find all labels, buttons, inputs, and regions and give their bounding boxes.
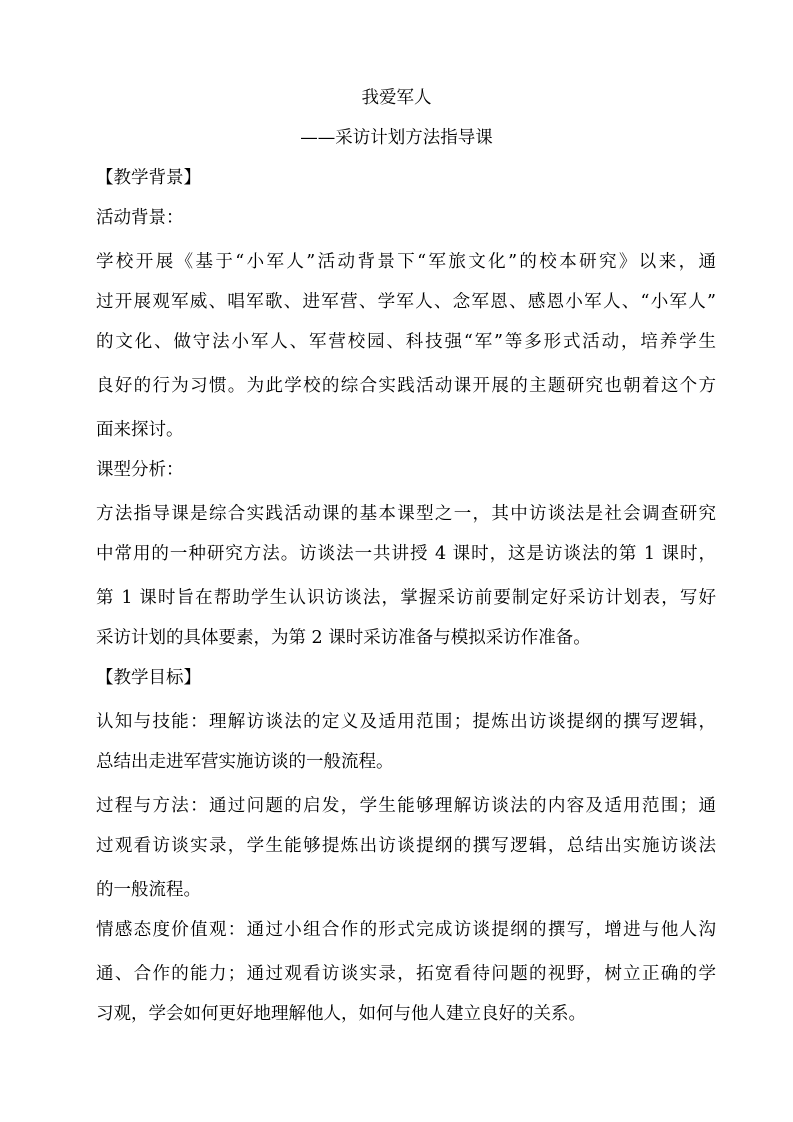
course-paragraph-line: 采访计划的具体要素，为第 2 课时采访准备与模拟采访作准备。 <box>96 628 591 648</box>
document-title: 我爱军人 <box>361 88 432 108</box>
goal-process-line: 过程与方法：通过问题的启发，学生能够理解访谈法的内容及适用范围；通 <box>96 796 716 816</box>
goal-emotion-line: 情感态度价值观：通过小组合作的形式完成访谈提纲的撰写，增进与他人沟 <box>96 920 716 940</box>
activity-paragraph-line: 的文化、做守法小军人、军营校园、科技强“军”等多形式活动，培养学生 <box>96 332 716 352</box>
course-analysis-label: 课型分析： <box>96 460 184 480</box>
section-heading-background: 【教学背景】 <box>96 168 201 188</box>
goal-emotion-line: 习观，学会如何更好地理解他人，如何与他人建立良好的关系。 <box>96 1004 586 1024</box>
goal-emotion-line: 通、合作的能力；通过观看访谈实录，拓宽看待问题的视野，树立正确的学 <box>96 964 716 984</box>
goal-process-line: 的一般流程。 <box>96 880 201 900</box>
course-paragraph-line: 方法指导课是综合实践活动课的基本课型之一，其中访谈法是社会调查研究 <box>96 504 716 524</box>
activity-background-label: 活动背景： <box>96 208 184 228</box>
section-heading-goals: 【教学目标】 <box>96 668 201 688</box>
goal-knowledge-line: 认知与技能：理解访谈法的定义及适用范围；提炼出访谈提纲的撰写逻辑， <box>96 712 716 732</box>
activity-paragraph-line: 学校开展《基于“小军人”活动背景下“军旅文化”的校本研究》以来，通 <box>96 252 716 272</box>
course-paragraph-line: 第 1 课时旨在帮助学生认识访谈法，掌握采访前要制定好采访计划表，写好 <box>96 588 716 608</box>
activity-paragraph-line: 良好的行为习惯。为此学校的综合实践活动课开展的主题研究也朝着这个方 <box>96 376 716 396</box>
document-subtitle: ——采访计划方法指导课 <box>300 128 493 148</box>
goal-process-line: 过观看访谈实录，学生能够提炼出访谈提纲的撰写逻辑，总结出实施访谈法 <box>96 836 716 856</box>
activity-paragraph-line: 过开展观军威、唱军歌、进军营、学军人、念军恩、感恩小军人、“小军人” <box>96 292 716 312</box>
goal-knowledge-line: 总结出走进军营实施访谈的一般流程。 <box>96 752 394 772</box>
activity-paragraph-line: 面来探讨。 <box>96 420 184 440</box>
course-paragraph-line: 中常用的一种研究方法。访谈法一共讲授 4 课时，这是访谈法的第 1 课时， <box>96 544 716 564</box>
